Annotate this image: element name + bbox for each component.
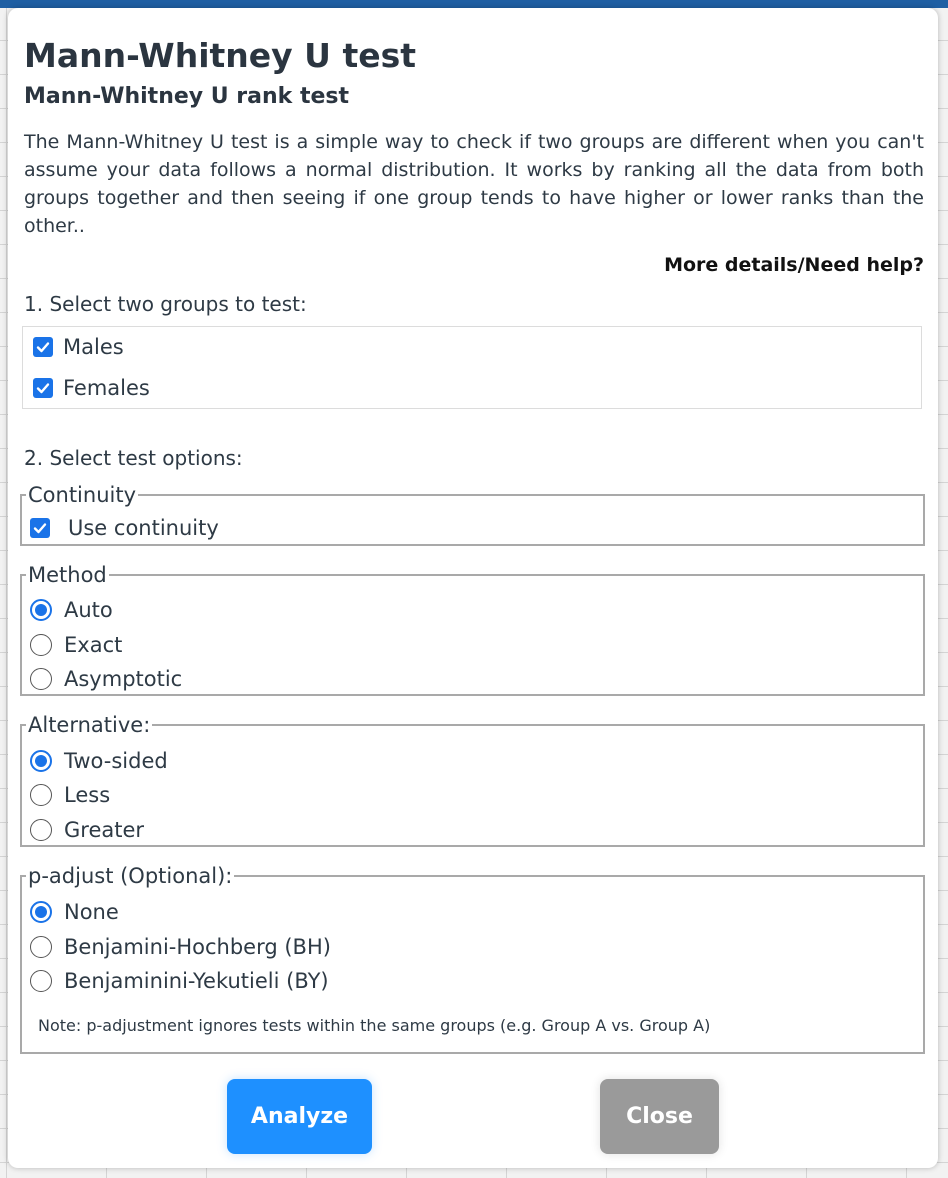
radio-label: Benjaminini-Yekutieli (BY) [64,969,329,993]
p-adjust-note: Note: p-adjustment ignores tests within the same groups (e.g. Group A vs. Group A) [38,1016,711,1035]
continuity-legend: Continuity [28,483,137,507]
alternative-option-less[interactable] [30,783,110,807]
checkbox-checked-icon[interactable] [33,337,53,357]
method-option-auto[interactable] [30,598,113,622]
mann-whitney-dialog [8,8,938,1168]
radio-selected-icon[interactable] [30,750,52,772]
radio-label: Exact [64,633,123,657]
use-continuity-option[interactable] [30,516,219,540]
p-adjust-fieldset [20,864,925,1054]
checkbox-checked-icon[interactable] [30,518,50,538]
dialog-title: Mann-Whitney U test [24,36,417,75]
radio-label: Less [64,783,111,807]
radio-label: Auto [64,598,113,622]
method-fieldset [20,563,925,696]
radio-label: Greater [64,818,145,842]
radio-unselected-icon[interactable] [30,936,52,958]
method-option-exact[interactable] [30,633,122,657]
alternative-fieldset [20,713,925,847]
p-adjust-option-none[interactable] [30,900,119,924]
method-legend: Method [28,563,107,587]
radio-label: Asymptotic [64,667,183,691]
group-item-males[interactable] [33,335,124,359]
checkbox-checked-icon[interactable] [33,378,53,398]
radio-selected-icon[interactable] [30,901,52,923]
alternative-legend: Alternative: [28,713,151,737]
radio-label: Two-sided [64,749,168,773]
radio-label: None [64,900,119,924]
radio-unselected-icon[interactable] [30,784,52,806]
p-adjust-option-by[interactable] [30,969,329,993]
dialog-description: The Mann-Whitney U test is a simple way to check if two groups are different when you can't assume your data follows a normal distribution. It works by ranking all the data from both groups together and then seeing if one group tends to have higher or lower ranks than the other.. [24,131,924,237]
help-link[interactable]: More details/Need help? [664,254,924,276]
options-section-label: 2. Select test options: [24,446,243,470]
group-label: Males [63,335,124,359]
radio-selected-icon[interactable] [30,599,52,621]
radio-unselected-icon[interactable] [30,970,52,992]
method-option-asymptotic[interactable] [30,667,182,691]
group-label: Females [63,376,150,400]
close-button[interactable]: Close [600,1079,719,1154]
group-item-females[interactable] [33,376,150,400]
use-continuity-label: Use continuity [68,516,219,540]
p-adjust-option-bh[interactable] [30,935,331,959]
radio-unselected-icon[interactable] [30,819,52,841]
groups-section-label: 1. Select two groups to test: [24,292,307,316]
alternative-option-two-sided[interactable] [30,749,168,773]
radio-unselected-icon[interactable] [30,634,52,656]
background-toolbar [0,0,948,8]
p-adjust-legend: p-adjust (Optional): [28,864,233,888]
continuity-fieldset [20,483,925,546]
alternative-option-greater[interactable] [30,818,144,842]
radio-label: Benjamini-Hochberg (BH) [64,935,331,959]
dialog-subtitle: Mann-Whitney U rank test [24,84,349,109]
analyze-button[interactable]: Analyze [227,1079,372,1154]
radio-unselected-icon[interactable] [30,668,52,690]
groups-list [22,326,922,409]
